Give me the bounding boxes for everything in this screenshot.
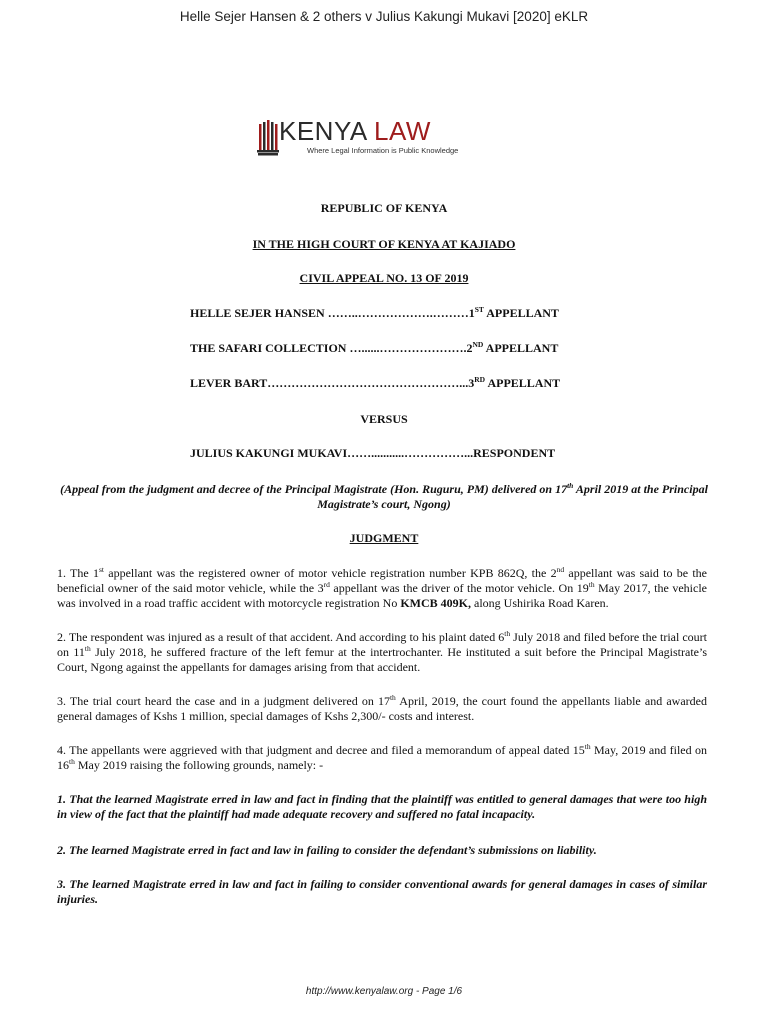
text: May 2017, the vehicle was involved in a road traffic accident with motorcycle registration No	[57, 581, 707, 610]
sup: th	[584, 742, 591, 751]
text: 2. The respondent was injured as a result of that accident. And according to his plaint dated 6	[57, 630, 505, 644]
party-ordinal: 2	[466, 341, 473, 355]
sup: st	[98, 565, 104, 574]
party-ordinal-suffix: ST	[474, 305, 484, 314]
text: 1. The 1	[57, 566, 99, 580]
document-header: Helle Sejer Hansen & 2 others v Julius Kakungi Mukavi [2020] eKLR	[179, 9, 589, 24]
party-ordinal: 1	[468, 306, 475, 320]
judgment-heading: JUDGMENT	[349, 531, 419, 545]
appeal-note-sup: th	[567, 481, 574, 490]
page-footer: http://www.kenyalaw.org - Page 1/6	[305, 986, 463, 997]
text: 3. The trial court heard the case and in a judgment delivered on 17	[57, 694, 390, 708]
party-respondent: JULIUS KAKUNGI MUKAVI……...........……………...RESPONDENT	[190, 446, 556, 460]
appeal-note	[58, 482, 710, 512]
logo-wordmark	[279, 116, 431, 146]
court-heading: IN THE HIGH COURT OF KENYA AT KAJIADO	[252, 237, 516, 251]
sup: th	[389, 693, 396, 702]
ground-2: 2. The learned Magistrate erred in fact and law in failing to consider the defendant’s submissions on liability.	[57, 843, 597, 857]
party-appellant-2	[190, 341, 558, 356]
registration-bold: KMCB 409K,	[400, 596, 472, 610]
sup: th	[69, 757, 75, 766]
appeal-note-text: (Appeal from the judgment and decree of the Principal Magistrate (Hon. Ruguru, PM) delivered on 17	[60, 482, 568, 496]
paragraph-2	[57, 630, 707, 675]
sup: rd	[323, 580, 330, 589]
text: along Ushirika Road Karen.	[471, 596, 609, 610]
text: appellant was the driver of the motor vehicle. On 19	[329, 581, 589, 595]
kenya-law-logo	[257, 116, 467, 160]
text: appellant was said to be the beneficial owner of the said motor vehicle, while the 3	[57, 566, 707, 595]
sup: th	[588, 580, 595, 589]
party-name: LEVER BART…………………………………………...	[190, 376, 469, 390]
sup: th	[84, 644, 91, 653]
text: appellant was the registered owner of motor vehicle registration number KPB 862Q, the 2	[104, 566, 557, 580]
party-ordinal-suffix: RD	[474, 375, 486, 384]
party-name: HELLE SEJER HANSEN ……..……………….………	[190, 306, 469, 320]
versus-heading: VERSUS	[360, 412, 408, 426]
text: 4. The appellants were aggrieved with that judgment and decree and filed a memorandum of appeal dated 15	[57, 743, 585, 757]
party-role: APPELLANT	[486, 306, 559, 320]
republic-heading: REPUBLIC OF KENYA	[320, 201, 448, 215]
party-appellant-3	[190, 376, 560, 391]
case-number: CIVIL APPEAL NO. 13 OF 2019	[299, 271, 469, 285]
text: May 2019 raising the following grounds, namely: -	[74, 758, 324, 772]
text: July 2018, he suffered fracture of the left femur at the intertrochanter. He instituted a suit before the Principal Magistrate’s Court, Ngong against the appellants for damages arising from that accident.	[57, 645, 707, 674]
party-ordinal: 3	[468, 376, 475, 390]
paragraph-4	[57, 743, 707, 773]
logo-tagline: Where Legal Information is Public Knowledge	[307, 146, 459, 155]
party-appellant-1	[190, 306, 559, 321]
text: April, 2019, the court found the appellants liable and awarded general damages of Kshs 1 million, special damages of Kshs 2,300/- costs and interest.	[57, 694, 707, 723]
pillars-icon	[257, 118, 279, 158]
sup: nd	[556, 565, 565, 574]
party-name: THE SAFARI COLLECTION …......………………….	[190, 341, 467, 355]
party-role: APPELLANT	[487, 376, 561, 390]
appeal-note-text-end: April 2019 at the Principal Magistrate’s court, Ngong)	[317, 482, 708, 511]
ground-1: 1. That the learned Magistrate erred in law and fact in finding that the plaintiff was entitled to general damages that were too high in view of the fact that the plaintiff had made adequate recovery and suffered no fatal incapacity.	[57, 792, 707, 821]
paragraph-1	[57, 566, 707, 611]
paragraph-3	[57, 694, 707, 724]
logo-word-kenya: KENYA	[279, 116, 367, 146]
logo-word-law: LAW	[374, 116, 431, 146]
party-role: APPELLANT	[485, 341, 559, 355]
text: July 2018 and filed before the trial court on 11	[57, 630, 708, 659]
ground-3: 3. The learned Magistrate erred in law and fact in failing to consider conventional awards for general damages in cases of similar injuries.	[57, 877, 707, 906]
text: May, 2019 and filed on 16	[57, 743, 707, 772]
sup: th	[504, 629, 511, 638]
party-ordinal-suffix: ND	[472, 340, 484, 349]
